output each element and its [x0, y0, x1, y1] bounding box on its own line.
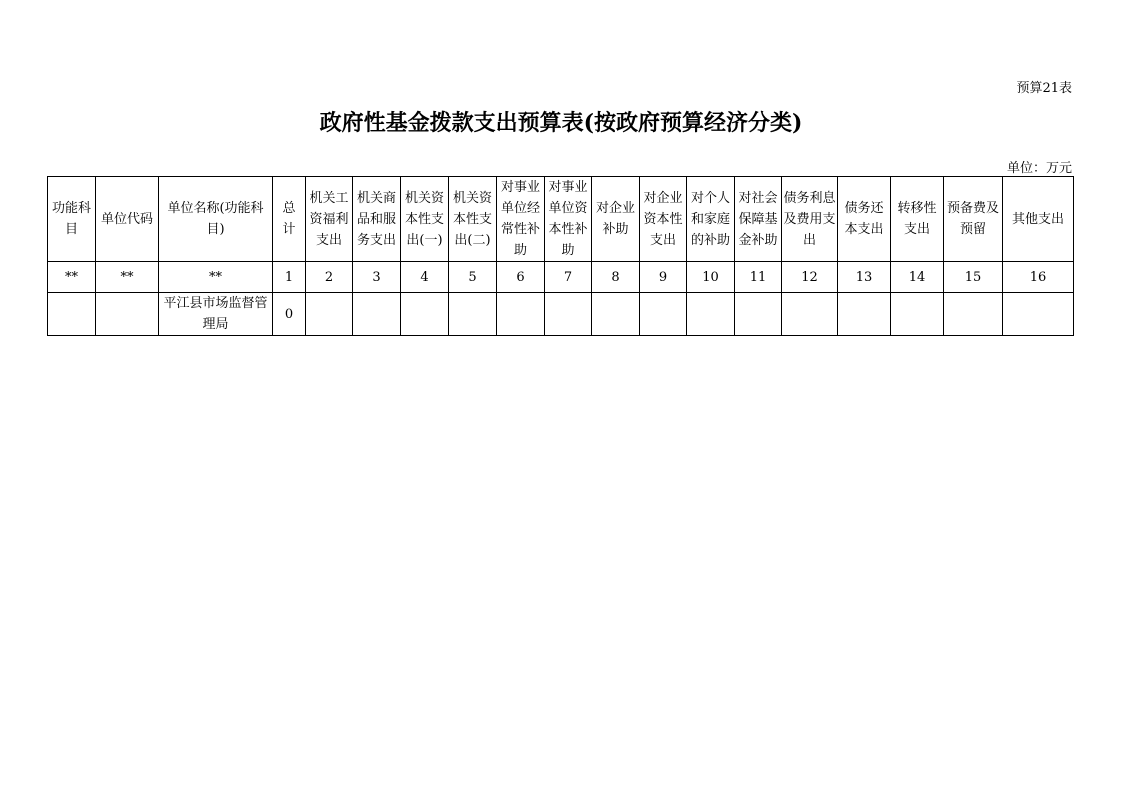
- header-row: [48, 177, 1074, 262]
- index-cell: 1: [273, 262, 306, 293]
- budget-table: [47, 176, 1074, 336]
- table-cell: [1003, 293, 1074, 336]
- header-cell: 其他支出: [1003, 177, 1074, 262]
- index-cell: 4: [401, 262, 449, 293]
- table-cell: [497, 293, 545, 336]
- header-cell: 机关资本性支出(二): [449, 177, 497, 262]
- table-cell: [353, 293, 401, 336]
- table-cell: [545, 293, 592, 336]
- header-cell: 机关资本性支出(一): [401, 177, 449, 262]
- total-cell: 0: [273, 293, 306, 336]
- header-cell: 预备费及预留: [944, 177, 1003, 262]
- index-cell: 13: [838, 262, 891, 293]
- table-row: [48, 293, 1074, 336]
- header-cell: 单位名称(功能科目): [159, 177, 273, 262]
- header-cell: 债务利息及费用支出: [782, 177, 838, 262]
- index-cell: 11: [735, 262, 782, 293]
- header-cell: 对企业资本性支出: [640, 177, 687, 262]
- header-cell: 债务还本支出: [838, 177, 891, 262]
- index-cell: **: [159, 262, 273, 293]
- header-cell: 机关商品和服务支出: [353, 177, 401, 262]
- index-cell: 10: [687, 262, 735, 293]
- unit-code-cell: [96, 293, 159, 336]
- index-cell: 14: [891, 262, 944, 293]
- table-cell: [944, 293, 1003, 336]
- table-cell: [401, 293, 449, 336]
- index-cell: 5: [449, 262, 497, 293]
- index-cell: 6: [497, 262, 545, 293]
- table-cell: [592, 293, 640, 336]
- index-cell: **: [96, 262, 159, 293]
- header-cell: 对社会保障基金补助: [735, 177, 782, 262]
- table-cell: [449, 293, 497, 336]
- index-row: [48, 262, 1074, 293]
- form-code: 预算21表: [1016, 81, 1072, 96]
- table-cell: [640, 293, 687, 336]
- index-cell: 16: [1003, 262, 1074, 293]
- header-cell: 机关工资福利支出: [306, 177, 353, 262]
- table-cell: [782, 293, 838, 336]
- header-cell: 转移性支出: [891, 177, 944, 262]
- function-code-cell: [48, 293, 96, 336]
- index-cell: 12: [782, 262, 838, 293]
- header-cell: 对事业单位资本性补助: [545, 177, 592, 262]
- table-cell: [306, 293, 353, 336]
- header-cell: 对企业补助: [592, 177, 640, 262]
- header-cell: 总计: [273, 177, 306, 262]
- unit-name-cell: 平江县市场监督管理局: [159, 293, 273, 336]
- header-cell: 对事业单位经常性补助: [497, 177, 545, 262]
- index-cell: 7: [545, 262, 592, 293]
- index-cell: 3: [353, 262, 401, 293]
- table-cell: [735, 293, 782, 336]
- table-cell: [687, 293, 735, 336]
- unit-label: 单位：万元: [1006, 161, 1072, 176]
- header-cell: 功能科目: [48, 177, 96, 262]
- index-cell: 2: [306, 262, 353, 293]
- index-cell: 8: [592, 262, 640, 293]
- page-title: 政府性基金拨款支出预算表(按政府预算经济分类): [319, 110, 803, 136]
- index-cell: **: [48, 262, 96, 293]
- header-cell: 单位代码: [96, 177, 159, 262]
- table-cell: [891, 293, 944, 336]
- index-cell: 9: [640, 262, 687, 293]
- index-cell: 15: [944, 262, 1003, 293]
- header-cell: 对个人和家庭的补助: [687, 177, 735, 262]
- table-cell: [838, 293, 891, 336]
